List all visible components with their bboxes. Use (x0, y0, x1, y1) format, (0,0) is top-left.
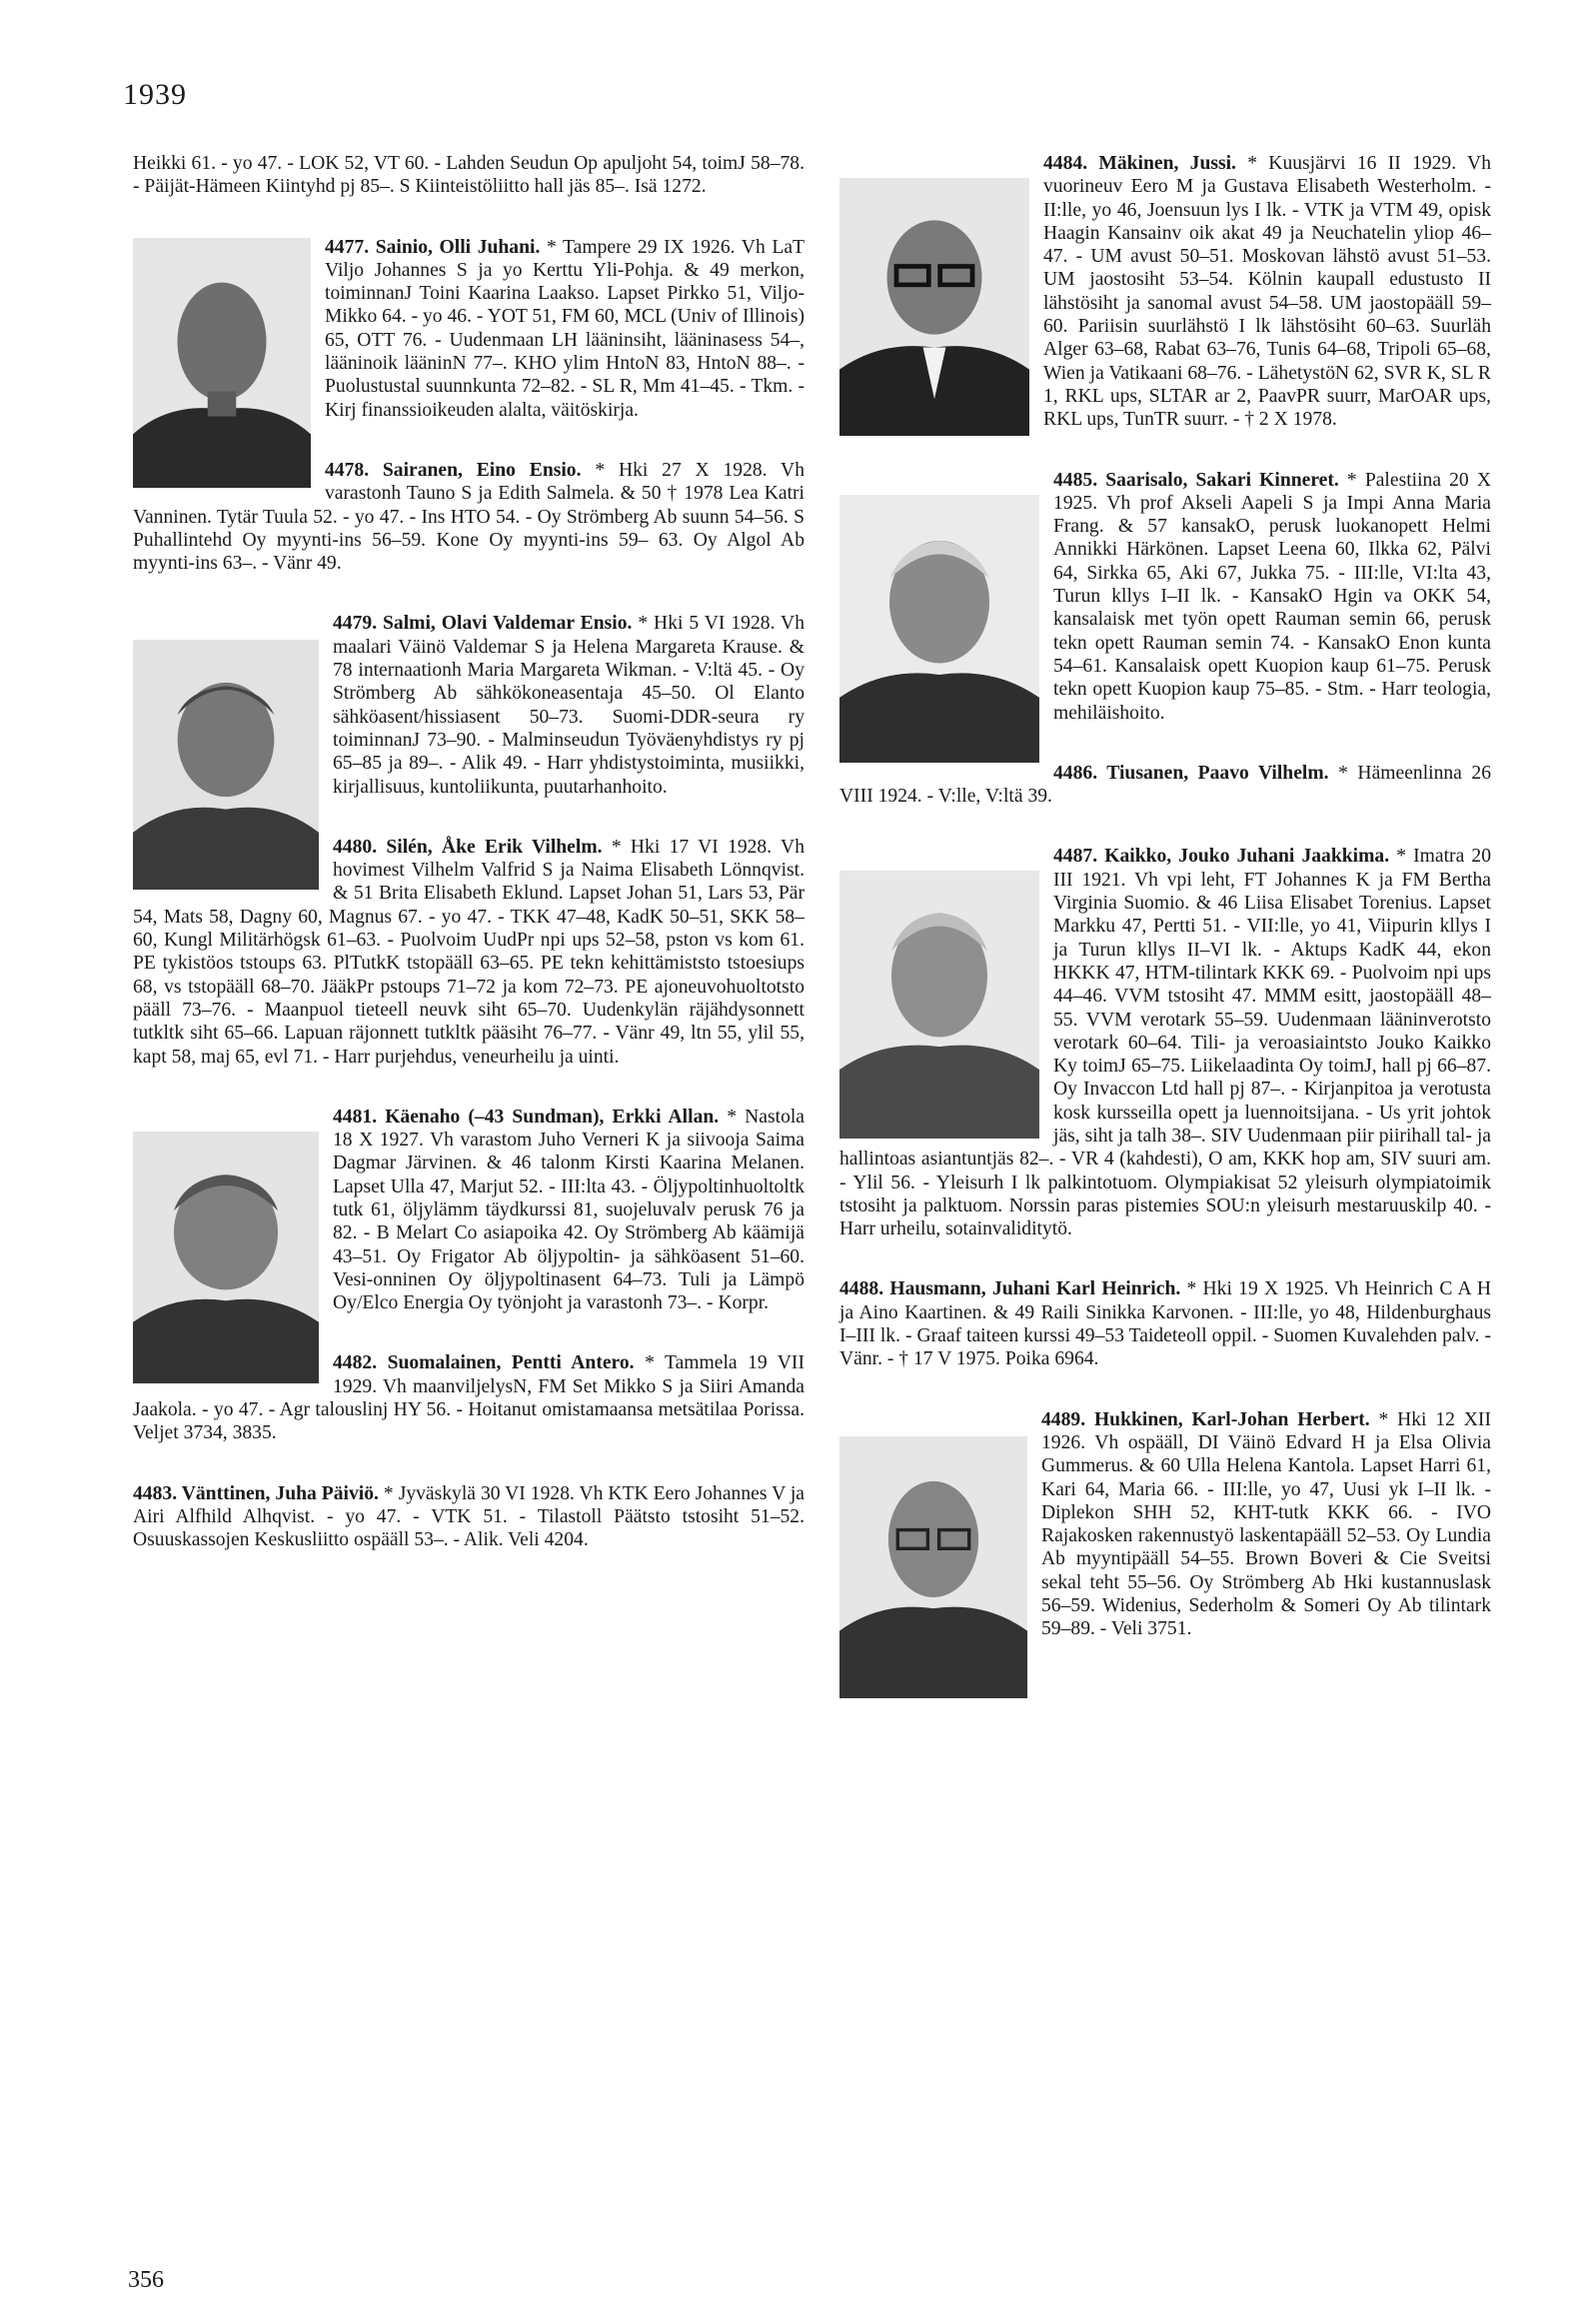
entry-heading-number: 4489. (1041, 1408, 1094, 1430)
entry-heading-name: Tiusanen, Paavo Vilhelm. (1106, 762, 1329, 784)
entry-text: * Jyväskylä 30 VI 1928. Vh KTK Eero Johannes V ja Airi Alfhild Alhqvist. - yo 47. - VTK 51. - Tilastoll Päätsto tstosiht 51–52. Osuuskassojen Keskusliitto ospääll 53–. - Alik. Veli 4204. (133, 1482, 804, 1551)
entry-heading-number: 4488. (839, 1278, 890, 1300)
entry-4489 (839, 1408, 1491, 1641)
entry-heading-name: Suomalainen, Pentti Antero. (387, 1352, 635, 1374)
entry-4479 (133, 612, 804, 798)
entry-text: * Palestiina 20 X 1925. Vh prof Akseli Aapeli S ja Impi Anna Maria Frang. & 57 kansakO, perusk luokanopett Helmi Annikki Härkönen. Lapset Leena 60, Ilkka 62, Pälvi 64, Sirkka 65, Aki 67, Jukka 75. - III:lle, VI:lta 43, Turun kllys I–II lk. - KansakO Hgin va OKK 54, kansalaisk met työn opett Rauman semin 66, perusk tekn opett Rauman semin 74. - KansakO Enon kunta 54–61. Kansalaisk opett Kuopion kaup 61–75. Perusk tekn opett Kuopion kaup 75–85. - Stm. - Harr teologia, mehiläishoito. (1053, 469, 1491, 724)
entry-heading-number: 4483. (133, 1482, 182, 1504)
entry-text: * Hki 5 VI 1928. Vh maalari Väinö Valdemar S ja Helena Margareta Krause. & 78 internaationh Maria Margareta Wikman. - V:ltä 45. - Oy Strömberg Ab sähkökoneasentaja 45–50. Ol Elanto sähköasent/hissiasent 50–73. Suomi-DDR-seura ry toiminnanJ 73–90. - Malminseudun Työväenyhdistys ry pj 65–85 ja 89–. - Alik 49. - Harr yhdistystoiminta, musiikki, kirjallisuus, kuntoliikunta, puutarhanhoito. (333, 613, 804, 798)
entry-text: * Tammela 19 VII 1929. Vh maanviljelysN, FM Set Mikko S ja Siiri Amanda Jaakola. - yo 47. - Agr talouslinj HY 56. - Hoitanut omistamaansa metsätilaa Porissa. Veljet 3734, 3835. (133, 1352, 804, 1444)
entry-heading-number: 4487. (1053, 846, 1105, 868)
entry-heading-number: 4485. (1053, 469, 1106, 491)
entry-heading-number: 4478. (325, 459, 383, 481)
portrait-photo (133, 1132, 319, 1383)
portrait-photo (133, 640, 319, 890)
entry-text: * Hki 12 XII 1926. Vh ospääll, DI Väinö Edvard H ja Elsa Olivia Gummerus. & 60 Ulla Helena Kantola. Lapset Harri 61, Kari 64, Maria 66. - III:lle, yo 47, Uusi yk I–II lk. - Diplekon SHH 52, KHT-tutk KKK 66. - IVO Rajakosken rakennustyö laskentapääll 52–53. Oy Lundia Ab myyntipääll 54–55. Brown Boveri & Cie Sveitsi sekal teht 55–56. Oy Strömberg Ab Hki kustannuslask 56–59. Widenius, Sederholm & Someri Oy Ab tilintark 59–89. - Veli 3751. (1041, 1408, 1491, 1640)
entry-heading-name: Silén, Åke Erik Vilhelm. (386, 836, 603, 858)
right-column (839, 152, 1491, 1704)
entry-text: * Nastola 18 X 1927. Vh varastom Juho Verneri K ja siivooja Saima Dagmar Järvinen. & 46 talonm Kirsti Kaarina Melanen. Lapset Ulla 47, Marjut 52. - III:lta 43. - Öljypoltinhuoltoltk tutk 61, öljylämm täydkurssi 81, suojeluvalv perusk 76 ja 82. - B Melart Co asiapoika 42. Oy Strömberg Ab käämijä 43–51. Oy Frigator Ab öljypoltin- ja sähköasent 51–60. Vesi-onninen Oy öljypoltinasent 64–73. Tuli ja Lämpö Oy/Elco Energia Oy työnjoht ja varastonh 73–. - Korpr. (333, 1106, 805, 1314)
entry-heading-number: 4477. (325, 236, 376, 258)
entry-text: * Kuusjärvi 16 II 1929. Vh vuorineuv Eero M ja Gustava Elisabeth Westerholm. - II:lle, yo 46, Joensuun lys I lk. - VTK ja VTM 49, opisk Haagin Kansainv oik akat 49 ja Neuchatelin yliop 46–47. - UM avust 50–51. Moskovan lähstö avust 51–53. UM jaostosiht 53–54. Kölnin kaupall edustusto II lähstösiht ja sanomal avust 54–58. UM jaostopääll 59–60. Pariisin suurlähstö I lk lähstösiht 60–63. Suurläh Alger 63–68, Rabat 63–76, Tunis 64–68, Tripoli 65–68, Wien ja Vatikaani 68–76. - LähetystöN 62, SVR K, SL R 1, RKL ups, SLTAR ar 2, PaavPR suurr, MarOAR ups, RKL ups, TunTR suurr. - † 2 X 1978. (1043, 153, 1491, 431)
entry-4476-continuation (133, 152, 804, 199)
entry-heading-name: Saarisalo, Sakari Kinneret. (1105, 469, 1339, 491)
entry-heading-number: 4480. (333, 836, 387, 858)
page-number: 356 (128, 2267, 164, 2293)
entry-heading-name: Hukkinen, Karl-Johan Herbert. (1093, 1408, 1370, 1430)
entry-text: * Hki 17 VI 1928. Vh hovimest Vilhelm Valfrid S ja Naima Elisabeth Lönnqvist. & 51 Brita Elisabeth Eklund. Lapset Johan 51, Lars 53, Pär 54, Mats 58, Dagny 60, Magnus 67. - yo 47. - TKK 47–48, KadK 50–51, SKK 58–60, Kungl Militärhögsk 61–63. - Puolvoim UudPr npi ups 52–58, pston vs kom 61. PE tykistöos tstoups 63. PlTutkK tstopääll 63–65. PE tekn kehittämiststo tstoesiups 68, vs tstopääll 68–70. JääkPr pstoups 71–72 ja kom 72–73. PE ajoneuvohuoltotsto pääll 73–76. - Maanpuol tieteell neuvk siht 65–70. Uudenkylän räjähdysonnett tutkltk siht 65–66. Lapuan räjonnett tutkltk pääsiht 76–77. - Vänr 49, ltn 55, ylil 55, kapt 58, maj 65, evl 71. - Harr purjehdus, veneurheilu ja uinti. (133, 836, 804, 1068)
page-year: 1939 (123, 78, 187, 111)
entry-heading-number: 4482. (333, 1352, 388, 1374)
entry-text: * Tampere 29 IX 1926. Vh LaT Viljo Johannes S ja yo Kerttu Yli-Pohja. & 49 merkon, toiminnanJ Toini Kaarina Laakso. Lapset Pirkko 51, Viljo-Mikko 64. - yo 46. - YOT 51, FM 60, MCL (Univ of Illinois) 65, OTT 76. - Uudenmaan LH lääninsiht, lääninasess 54–, lääninoik lääninN 77–. KHO ylim HntoN 83, HntoN 88–. - Puolustustal suunnkunta 72–82. - SL R, Mm 41–45. - Tkm. - Kirj finanssioikeuden alalta, väitöskirja. (325, 236, 804, 421)
entry-heading-name: Hausmann, Juhani Karl Heinrich. (889, 1278, 1181, 1300)
entry-text: * Imatra 20 III 1921. Vh vpi leht, FT Johannes K ja FM Bertha Virginia Suomio. & 46 Liisa Elisabet Torenius. Lapset Markku 47, Pertti 51. - VII:lle, yo 41, Viipurin kllys I ja Turun kllys II–VI lk. - Aktups KadK 44, ekon HKKK 47, HTM-tilintark KKK 69. - Puolvoim npi ups 44–46. VVM tstosiht 47. MMM esitt, jaostopääll 48–55. VVM verotark 55–59. Uudenmaan lääninverotsto verotark 60–64. Tili- ja veroasiaintsto Jouko Kaikko Ky toimJ 65–75. Liikelaadinta Oy toimJ, hall pj 66–87. Oy Invaccon Ltd hall pj 87–. - Kirjanpitoa ja verotusta kosk kursseilla opett ja luennoitsijana. - Us yrit johtok jäs, siht ja talh 38–. SIV Uudenmaan piir piirihall tal- ja hallintoas asiantuntjäs 82–. - VR 4 (kahdesti), O am, KKK hop am, SIV suuri am. - Ylil 56. - Yleisurh I lk palkintotuom. Olympiakisat 52 yleisurh olympiatoimik tstosiht ja palktuom. Norssin paras pistemies SOU:n yleisurh mestaruuskilp 40. - Harr urheilu, sotainvaliditytö. (839, 846, 1491, 1240)
entry-heading-name: Käenaho (–43 Sundman), Erkki Allan. (385, 1106, 720, 1128)
entry-heading-name: Kaikko, Jouko Juhani Jaakkima. (1104, 846, 1390, 868)
entry-4488 (839, 1277, 1491, 1370)
entry-4487 (839, 845, 1491, 1240)
entry-4481 (133, 1106, 804, 1315)
entry-heading-name: Salmi, Olavi Valdemar Ensio. (383, 613, 633, 635)
entry-4486 (839, 762, 1491, 809)
entry-heading-name: Vänttinen, Juha Päiviö. (181, 1482, 379, 1504)
entry-heading-name: Sainio, Olli Juhani. (375, 236, 541, 258)
portrait-photo (839, 871, 1039, 1139)
left-column (133, 152, 804, 1589)
portrait-photo (839, 1436, 1027, 1698)
entry-text: Heikki 61. - yo 47. - LOK 52, VT 60. - Lahden Seudun Op apuljoht 54, toimJ 58–78. - Päijät-Hämeen Kiintyhd pj 85–. S Kiinteistöliitto hall jäs 85–. Isä 1272. (133, 153, 804, 198)
entry-heading-number: 4486. (1053, 762, 1107, 784)
portrait-photo (133, 238, 311, 488)
entry-heading-number: 4481. (333, 1106, 386, 1128)
entry-heading-number: 4484. (1043, 153, 1099, 174)
entry-text: * Hki 19 X 1925. Vh Heinrich C A H ja Aino Kaartinen. & 49 Raili Sinikka Karvonen. - III:lle, yo 48, Hildenburghaus I–III lk. - Graaf taiteen kurssi 49–53 Taideteoll oppil. - Suomen Kuvalehden palv. - Vänr. - † 17 V 1975. Poika 6964. (839, 1278, 1491, 1370)
entry-heading-number: 4479. (333, 613, 384, 635)
entry-4484 (839, 152, 1491, 432)
entry-4483 (133, 1482, 804, 1552)
entry-4477 (133, 236, 804, 422)
entry-text: * Hki 27 X 1928. Vh varastonh Tauno S ja Edith Salmela. & 50 † 1978 Lea Katri Vanninen. Tytär Tuula 52. - yo 47. - Ins HTO 54. - Oy Strömberg Ab suunn 54–56. S Puhallintehd Oy myynti-ins 56–59. Kone Oy myynti-ins 59– 63. Oy Algol Ab myynti-ins 63–. - Vänr 49. (133, 459, 805, 575)
portrait-photo (839, 495, 1039, 763)
entry-text: * Hämeenlinna 26 VIII 1924. - V:lle, V:ltä 39. (839, 762, 1491, 808)
portrait-photo (839, 178, 1029, 436)
entry-4485 (839, 469, 1491, 725)
entry-heading-name: Sairanen, Eino Ensio. (382, 459, 582, 481)
entry-heading-name: Mäkinen, Jussi. (1098, 153, 1236, 174)
